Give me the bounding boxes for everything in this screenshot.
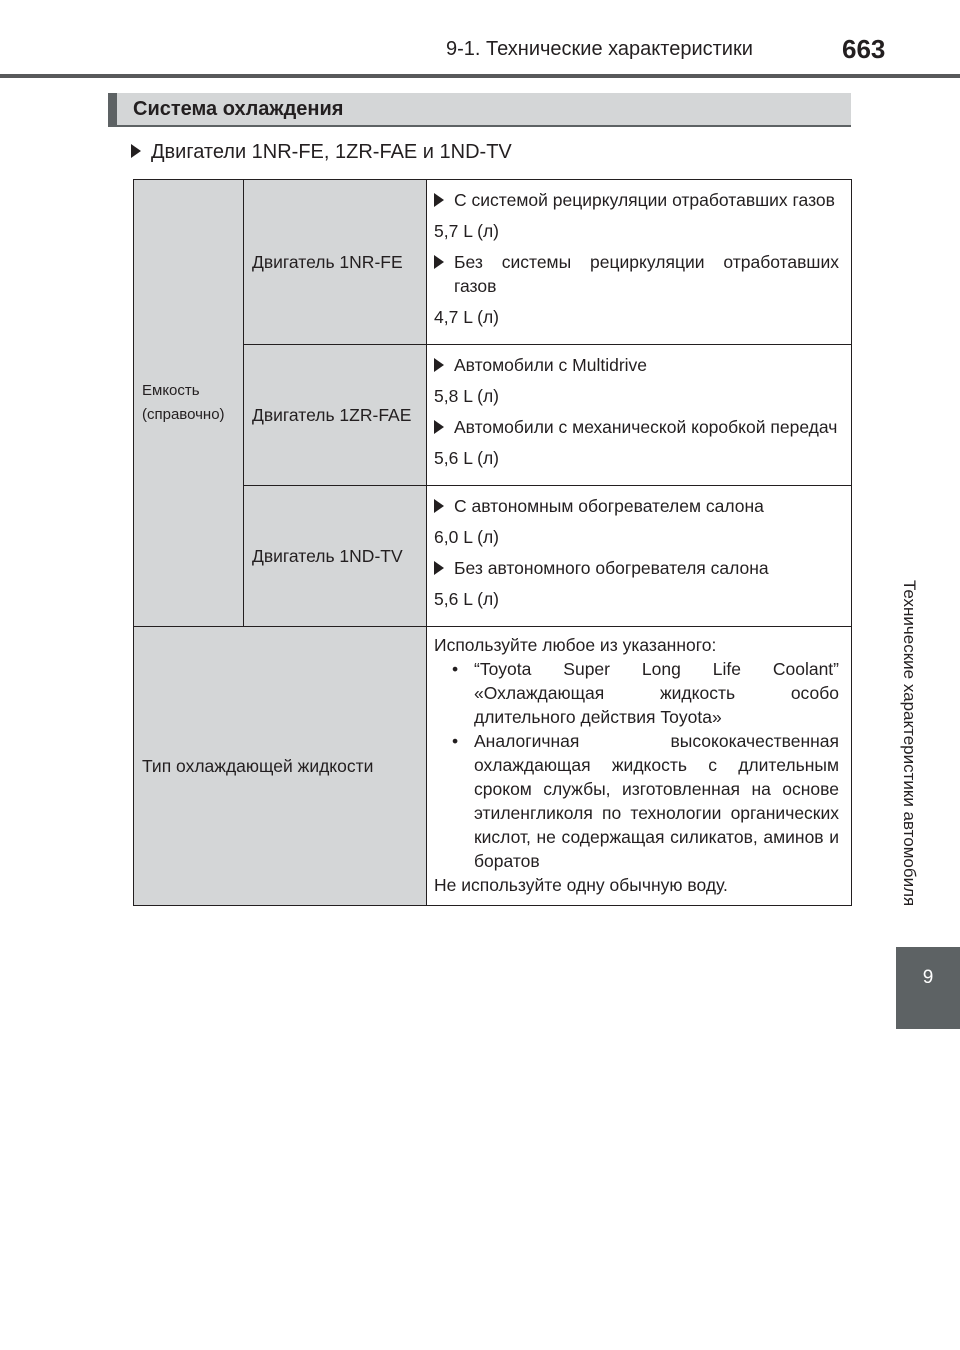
header-section-title: 9-1. Технические характеристики [446,38,753,60]
triangle-bullet-icon [434,358,444,372]
engine-name: Двигатель 1ND-TV [252,546,403,566]
table-row [134,627,852,906]
coolant-option: “Toyota Super Long Life Coolant” «Охлаждающая жидкость особо длительного действия Toyota» [474,659,839,727]
table-row [134,180,852,345]
list-item [452,657,839,729]
bullet-dot-icon: • [452,659,459,679]
list-item [434,556,839,580]
condition-label: Без автономного обогревателя салона [454,558,769,578]
triangle-bullet-icon [434,193,444,207]
coolant-spec-table [133,179,852,906]
list-item [434,250,839,298]
coolant-note: Не используйте одну обычную воду. [434,875,728,895]
list-item [452,729,839,873]
capacity-value: 5,7 L (л) [434,221,500,241]
engine-cell [244,180,427,345]
chapter-number: 9 [922,967,934,988]
capacity-values-cell [427,345,852,486]
engine-cell [244,345,427,486]
condition-label: Автомобили с механической коробкой передач [454,417,838,437]
triangle-bullet-icon [434,499,444,513]
coolant-intro: Используйте любое из указанного: [434,635,717,655]
section-title: Система охлаждения [133,98,344,120]
engine-cell [244,486,427,627]
engines-subheading [131,141,512,164]
coolant-type-label-cell [134,627,427,906]
header-divider [0,74,960,78]
condition-label: Без системы рециркуляции отработавших газов [454,252,839,296]
capacity-value: 5,8 L (л) [434,386,500,406]
engine-name: Двигатель 1NR-FE [252,252,403,272]
section-heading-bar [108,93,851,127]
chapter-tab[interactable] [896,947,960,1029]
capacity-value: 6,0 L (л) [434,527,500,547]
engine-name: Двигатель 1ZR-FAE [252,405,412,425]
coolant-type-label: Тип охлаждающей жидкости [142,756,374,776]
coolant-type-cell [427,627,852,906]
triangle-bullet-icon [131,144,141,158]
list-item [434,353,839,377]
capacity-values-cell [427,486,852,627]
list-item [434,494,839,518]
capacity-value: 5,6 L (л) [434,448,500,468]
list-item [434,188,839,212]
list-item [434,415,839,439]
capacity-label: Емкость (справочно) [142,382,225,423]
triangle-bullet-icon [434,561,444,575]
triangle-bullet-icon [434,420,444,434]
capacity-value: 5,6 L (л) [434,589,500,609]
condition-label: Автомобили с Multidrive [454,355,648,375]
condition-label: С системой рециркуляции отработавших газов [454,190,835,210]
page-number: 663 [842,34,886,64]
triangle-bullet-icon [434,255,444,269]
coolant-option: Аналогичная высококачественная охлаждающая жидкость с длительным сроком службы, изготовленная на основе этиленгликоля по технологии органических кислот, не содержащая силикатов, аминов и боратов [474,731,839,871]
capacity-values-cell [427,180,852,345]
capacity-label-cell [134,180,244,627]
engines-subheading-text: Двигатели 1NR-FE, 1ZR-FAE и 1ND-TV [151,141,512,163]
condition-label: С автономным обогревателем салона [454,496,764,516]
capacity-value: 4,7 L (л) [434,307,500,327]
side-chapter-title: Технические характеристики автомобиля [900,580,919,907]
bullet-dot-icon: • [452,731,459,751]
